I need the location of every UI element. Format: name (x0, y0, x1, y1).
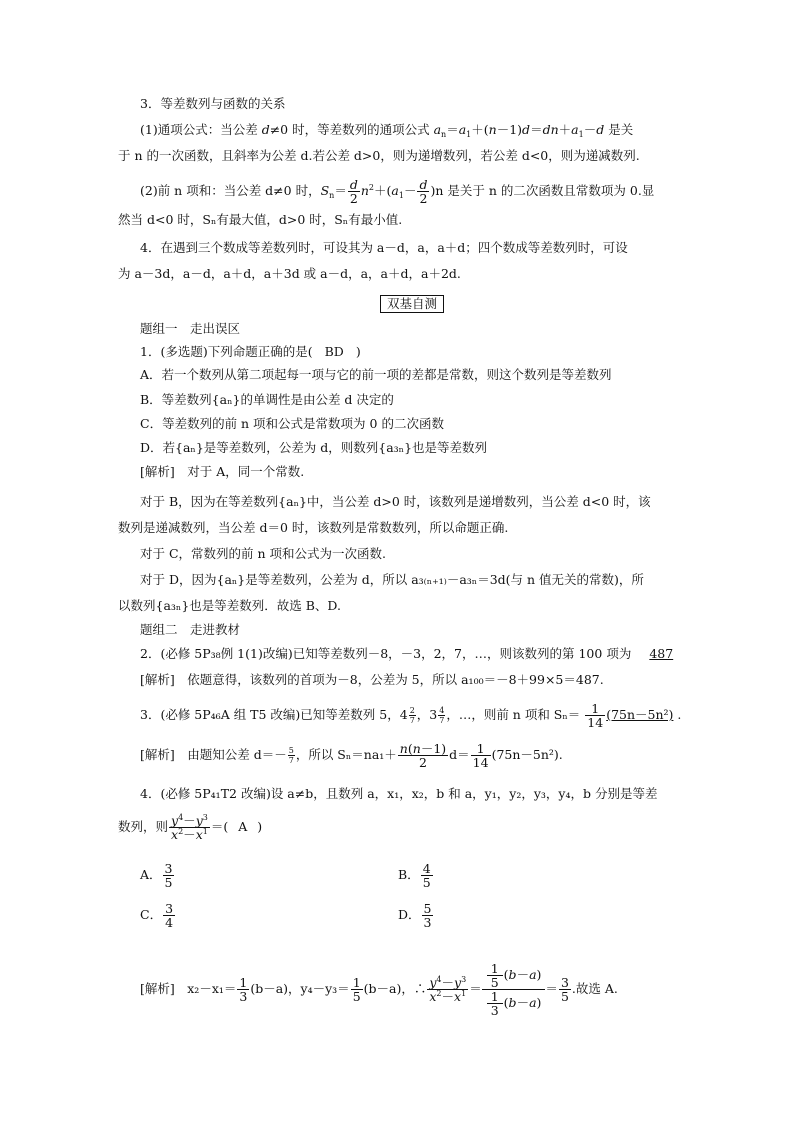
group-2-title: 题组二 走进教材 (140, 622, 241, 637)
text: ) (355, 344, 361, 359)
question-3-solution: [解析] 由题知公差 d＝－ $\frac{5}{7}$ ，所以 Sₙ＝na₁＋ $\frac{n(n-1)}{2}$ d＝ $\frac{1}{14}$ (75n－5n²). (140, 741, 563, 770)
text: ＝( (210, 819, 229, 834)
question-3-stem: 3．(必修 5P₄₆A 组 T5 改编)已知等差数列 5，4 $\frac{2}{7}$ ，3 $\frac{4}{7}$ ，…，则前 n 项和 Sₙ＝ $\frac{1}{14}$ (75n－5n²) . (140, 701, 682, 730)
text: ≠0 时，等差数列的通项公式 (269, 122, 434, 137)
question-1-option-c: C．等差数列的前 n 项和公式是常数项为 0 的二次函数 (140, 416, 444, 431)
question-1-solution-3: 数列是递减数列，当公差 d＝0 时，该数列是常数数列，所以命题正确. (118, 520, 509, 535)
question-4-option-c: C． $\frac{3}{4}$ (140, 901, 174, 930)
text: [解析] x₂－x₁＝ (140, 981, 237, 996)
text: [解析] 由题知公差 d＝－ (140, 747, 287, 762)
section-4-line-2: 为 a－3d，a－d，a＋d，a＋3d 或 a－d，a，a＋d，a＋2d. (118, 266, 461, 281)
text: (75n－5n²) (606, 707, 674, 722)
question-1-option-a: A．若一个数列从第二项起每一项与它的前一项的差都是常数，则这个数列是等差数列 (140, 367, 612, 382)
text: ) (257, 819, 263, 834)
question-4-stem-line-2: 数列，则 $\frac{y^4-y^3}{x^2-x^1}$ ＝( A ) (118, 813, 263, 842)
text: 数列，则 (118, 819, 169, 834)
text: n 是关于 n 的二次函数且常数项为 0.显 (435, 183, 655, 198)
text: 是关 (608, 122, 634, 137)
question-4-option-b: B． $\frac{4}{5}$ (398, 861, 431, 890)
text: A． (140, 867, 162, 882)
answer: A (238, 819, 248, 834)
section-3-point-2-line-2: 然当 d<0 时，Sₙ有最大值，d>0 时，Sₙ有最小值. (118, 212, 403, 227)
answer: BD (324, 344, 344, 359)
answer: $\frac{1}{14}$ (75n－5n²) (587, 701, 674, 730)
text: ，…，则前 n 项和 Sₙ＝ (446, 707, 581, 722)
question-4-option-d: D． $\frac{5}{3}$ (398, 901, 432, 930)
text: 3．(必修 5P₄₆A 组 T5 改编)已知等差数列 5，4 (140, 707, 408, 722)
question-1-solution-1: [解析] 对于 A，同一个常数. (140, 464, 305, 479)
question-1-option-b: B．等差数列{aₙ}的单调性是由公差 d 决定的 (140, 392, 394, 407)
text: (1)通项公式：当公差 (140, 122, 262, 137)
text: d (261, 122, 270, 137)
text: d＝ (449, 747, 470, 762)
question-4-stem-line-1: 4．(必修 5P₄₁T2 改编)设 a≠b，且数列 a，x₁，x₂，b 和 a，y₁，y₂，y₃，y₄，b 分别是等差 (140, 786, 658, 801)
text: ，所以 Sₙ＝na₁＋ (295, 747, 397, 762)
text: 1．(多选题)下列命题正确的是( (140, 344, 313, 359)
text: (b－a)，∴ (363, 981, 427, 996)
text: 2．(必修 5P₃₈例 1(1)改编)已知等差数列－8，－3，2，7，…，则该数列的第 100 项为 (140, 646, 632, 661)
section-3-point-1-line-2: 于 n 的一次函数，且斜率为公差 d.若公差 d>0，则为递增数列，若公差 d<0，则为递减数列. (118, 148, 640, 163)
text: (b－a)，y₄－y₃＝ (250, 981, 350, 996)
question-1-solution-2: 对于 B，因为在等差数列{aₙ}中，当公差 d>0 时，该数列是递增数列，当公差 d<0 时，该 (140, 494, 651, 509)
text: C． (140, 907, 163, 922)
group-1-title: 题组一 走出误区 (140, 321, 241, 336)
text: D． (398, 907, 421, 922)
question-1-solution-5: 对于 D，因为{aₙ}是等差数列，公差为 d，所以 a₃₍ₙ₊₁₎－a₃ₙ＝3d(与 n 值无关的常数)，所 (140, 572, 644, 587)
question-4-option-a: A． $\frac{3}{5}$ (140, 861, 173, 890)
question-1-option-d: D．若{aₙ}是等差数列，公差为 d，则数列{a₃ₙ}也是等差数列 (140, 440, 488, 455)
section-3-title: 3．等差数列与函数的关系 (140, 96, 286, 111)
text: (75n－5n²). (491, 747, 563, 762)
text: B． (398, 867, 420, 882)
text: ＝ (469, 981, 482, 996)
section-4-line-1: 4．在遇到三个数成等差数列时，可设其为 a－d，a，a＋d；四个数成等差数列时，可设 (140, 240, 628, 255)
text: .故选 A. (571, 981, 618, 996)
answer: 487 (649, 646, 674, 661)
text: ，3 (416, 707, 438, 722)
text: (2)前 n 项和：当公差 d≠0 时， (140, 183, 321, 198)
question-2-stem (140, 646, 683, 662)
question-1-solution-6: 以数列{a₃ₙ}也是等差数列．故选 B、D. (118, 598, 341, 613)
question-2-solution: [解析] 依题意得，该数列的首项为－8，公差为 5，所以 a₁₀₀＝－8＋99×5＝487. (140, 672, 604, 687)
question-1-solution-4: 对于 C，常数列的前 n 项和公式为一次函数. (140, 546, 387, 561)
section-3-point-2: (2)前 n 项和：当公差 d≠0 时，$S_n=$ $\frac{d}{2}$ $n^2+(a_1-$ $\frac{d}{2}$ )n 是关于 n 的二次函数且常数项为 0.显 (140, 177, 655, 206)
section-3-point-1: (1)通项公式：当公差 d≠0 时，等差数列的通项公式 $a_n=a_1+(n-1)d=dn+a_1-d$ 是关 (140, 122, 634, 139)
question-4-solution: [解析] x₂－x₁＝ $\frac{1}{3}$ (b－a)，y₄－y₃＝ $\frac{1}{5}$ (b－a)，∴ $\frac{y^4-y^3}{x^2-x^1}$ ＝ $\frac{1}{5}$ (b－a) $\frac{1}{3}$ (b－a) ＝ $\frac{3}{5}$ .故选 A. (140, 961, 618, 1018)
question-1-stem (140, 344, 361, 360)
section-heading-box: 双基自测 (380, 295, 444, 313)
